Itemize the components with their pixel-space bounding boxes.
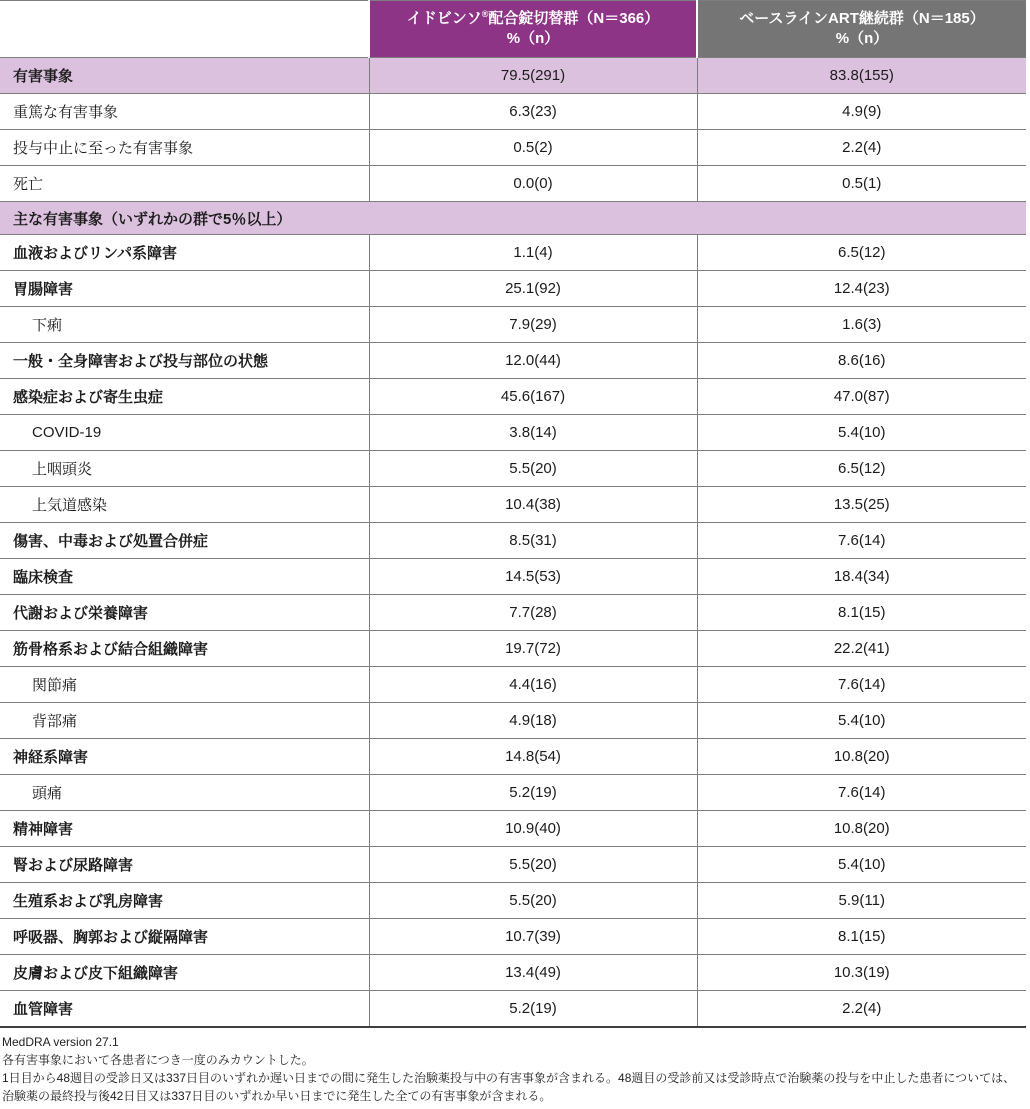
row-label: 上咽頭炎 (0, 451, 369, 487)
value-cell-switch-group: 5.5(20) (369, 883, 697, 919)
table-row (0, 343, 1026, 379)
value-cell-switch-group: 13.4(49) (369, 955, 697, 991)
section-header-row (0, 202, 1026, 235)
table-row (0, 559, 1026, 595)
row-label: 重篤な有害事象 (0, 94, 369, 130)
value-cell-switch-group: 25.1(92) (369, 271, 697, 307)
section-header-label: 主な有害事象（いずれかの群で5％以上） (0, 202, 1026, 235)
value-cell-continue-group: 5.4(10) (697, 703, 1026, 739)
row-label: 代謝および栄養障害 (0, 595, 369, 631)
header-switch-group-unit: %（n） (506, 30, 560, 47)
value-cell-switch-group: 10.7(39) (369, 919, 697, 955)
value-cell-switch-group: 1.1(4) (369, 235, 697, 271)
row-label: 生殖系および乳房障害 (0, 883, 369, 919)
row-label: 皮膚および皮下組織障害 (0, 955, 369, 991)
table-row (0, 379, 1026, 415)
value-cell-continue-group: 4.9(9) (697, 94, 1026, 130)
table-row (0, 811, 1026, 847)
row-label: 血管障害 (0, 991, 369, 1027)
value-cell-switch-group: 3.8(14) (369, 415, 697, 451)
table-row (0, 919, 1026, 955)
row-label: 頭痛 (0, 775, 369, 811)
row-label: 臨床検査 (0, 559, 369, 595)
table-row (0, 451, 1026, 487)
footnote-period-rule: 1日目から48週目の受診日又は337日目のいずれか遅い日までの間に発生した治験薬投与中の有害事象が含まれる。48週目の受診前又は受診時点で治験薬の投与を中止した患者については、治験薬の最終投与後42日目又は337日目のいずれか早い日までに発生した全ての有害事象が含まれる。 (2, 1070, 1016, 1103)
row-label: 傷害、中毒および処置合併症 (0, 523, 369, 559)
table-body (0, 58, 1026, 1027)
table-header-row (0, 1, 1026, 58)
table-row (0, 487, 1026, 523)
table-row (0, 307, 1026, 343)
table-row (0, 595, 1026, 631)
header-continue-group-title: ベースラインART継続群（N＝185） (739, 9, 985, 27)
header-switch-group (369, 1, 697, 58)
row-label: 腎および尿路障害 (0, 847, 369, 883)
value-cell-continue-group: 8.1(15) (697, 595, 1026, 631)
value-cell-continue-group: 2.2(4) (697, 991, 1026, 1027)
value-cell-switch-group: 12.0(44) (369, 343, 697, 379)
footnotes (0, 1028, 1026, 1105)
value-cell-switch-group: 0.5(2) (369, 130, 697, 166)
row-label: 死亡 (0, 166, 369, 202)
row-label: 一般・全身障害および投与部位の状態 (0, 343, 369, 379)
value-cell-continue-group: 12.4(23) (697, 271, 1026, 307)
value-cell-switch-group: 4.9(18) (369, 703, 697, 739)
row-label: 呼吸器、胸郭および縦隔障害 (0, 919, 369, 955)
registered-trademark-icon: ® (481, 8, 489, 19)
table-row (0, 235, 1026, 271)
table-row (0, 94, 1026, 130)
row-label: COVID-19 (0, 415, 369, 451)
row-label: 下痢 (0, 307, 369, 343)
value-cell-continue-group: 13.5(25) (697, 487, 1026, 523)
value-cell-continue-group: 22.2(41) (697, 631, 1026, 667)
value-cell-switch-group: 5.2(19) (369, 775, 697, 811)
header-continue-group (697, 1, 1026, 58)
table-row (0, 523, 1026, 559)
value-cell-switch-group: 10.9(40) (369, 811, 697, 847)
table-row (0, 847, 1026, 883)
row-label: 上気道感染 (0, 487, 369, 523)
row-label: 精神障害 (0, 811, 369, 847)
value-cell-continue-group: 7.6(14) (697, 523, 1026, 559)
value-cell-switch-group: 6.3(23) (369, 94, 697, 130)
table-row (0, 775, 1026, 811)
value-cell-continue-group: 83.8(155) (697, 58, 1026, 94)
table-row (0, 166, 1026, 202)
value-cell-switch-group: 14.8(54) (369, 739, 697, 775)
footnote-count-rule: 各有害事象において各患者につき一度のみカウントした。 (2, 1052, 314, 1067)
value-cell-switch-group: 45.6(167) (369, 379, 697, 415)
value-cell-continue-group: 18.4(34) (697, 559, 1026, 595)
table-row (0, 991, 1026, 1027)
value-cell-switch-group: 5.5(20) (369, 451, 697, 487)
row-label: 胃腸障害 (0, 271, 369, 307)
value-cell-continue-group: 10.3(19) (697, 955, 1026, 991)
row-label: 血液およびリンパ系障害 (0, 235, 369, 271)
table-row (0, 703, 1026, 739)
header-empty-cell (0, 1, 369, 58)
value-cell-continue-group: 5.4(10) (697, 415, 1026, 451)
table-row (0, 667, 1026, 703)
row-label: 有害事象 (0, 58, 369, 94)
header-switch-group-title: イドビンソ®配合錠切替群（N＝366） (406, 8, 660, 27)
table-row (0, 631, 1026, 667)
table-row (0, 415, 1026, 451)
value-cell-continue-group: 8.6(16) (697, 343, 1026, 379)
value-cell-continue-group: 8.1(15) (697, 919, 1026, 955)
table-row (0, 883, 1026, 919)
value-cell-continue-group: 7.6(14) (697, 775, 1026, 811)
table-row (0, 130, 1026, 166)
value-cell-switch-group: 19.7(72) (369, 631, 697, 667)
row-label: 背部痛 (0, 703, 369, 739)
value-cell-switch-group: 5.2(19) (369, 991, 697, 1027)
value-cell-switch-group: 7.9(29) (369, 307, 697, 343)
value-cell-switch-group: 4.4(16) (369, 667, 697, 703)
row-label: 投与中止に至った有害事象 (0, 130, 369, 166)
value-cell-switch-group: 0.0(0) (369, 166, 697, 202)
value-cell-continue-group: 10.8(20) (697, 811, 1026, 847)
value-cell-switch-group: 10.4(38) (369, 487, 697, 523)
header-continue-group-unit: %（n） (835, 30, 889, 47)
table-row (0, 739, 1026, 775)
value-cell-continue-group: 6.5(12) (697, 235, 1026, 271)
value-cell-continue-group: 10.8(20) (697, 739, 1026, 775)
row-label: 神経系障害 (0, 739, 369, 775)
value-cell-continue-group: 5.4(10) (697, 847, 1026, 883)
table-row (0, 271, 1026, 307)
value-cell-continue-group: 1.6(3) (697, 307, 1026, 343)
value-cell-continue-group: 6.5(12) (697, 451, 1026, 487)
value-cell-continue-group: 2.2(4) (697, 130, 1026, 166)
value-cell-continue-group: 0.5(1) (697, 166, 1026, 202)
row-label: 筋骨格系および結合組織障害 (0, 631, 369, 667)
value-cell-switch-group: 79.5(291) (369, 58, 697, 94)
table-row (0, 955, 1026, 991)
value-cell-switch-group: 7.7(28) (369, 595, 697, 631)
value-cell-continue-group: 47.0(87) (697, 379, 1026, 415)
value-cell-switch-group: 8.5(31) (369, 523, 697, 559)
value-cell-continue-group: 7.6(14) (697, 667, 1026, 703)
value-cell-switch-group: 14.5(53) (369, 559, 697, 595)
row-label: 関節痛 (0, 667, 369, 703)
footnote-meddra-version: MedDRA version 27.1 (2, 1034, 119, 1049)
value-cell-switch-group: 5.5(20) (369, 847, 697, 883)
table-row (0, 58, 1026, 94)
row-label: 感染症および寄生虫症 (0, 379, 369, 415)
value-cell-continue-group: 5.9(11) (697, 883, 1026, 919)
